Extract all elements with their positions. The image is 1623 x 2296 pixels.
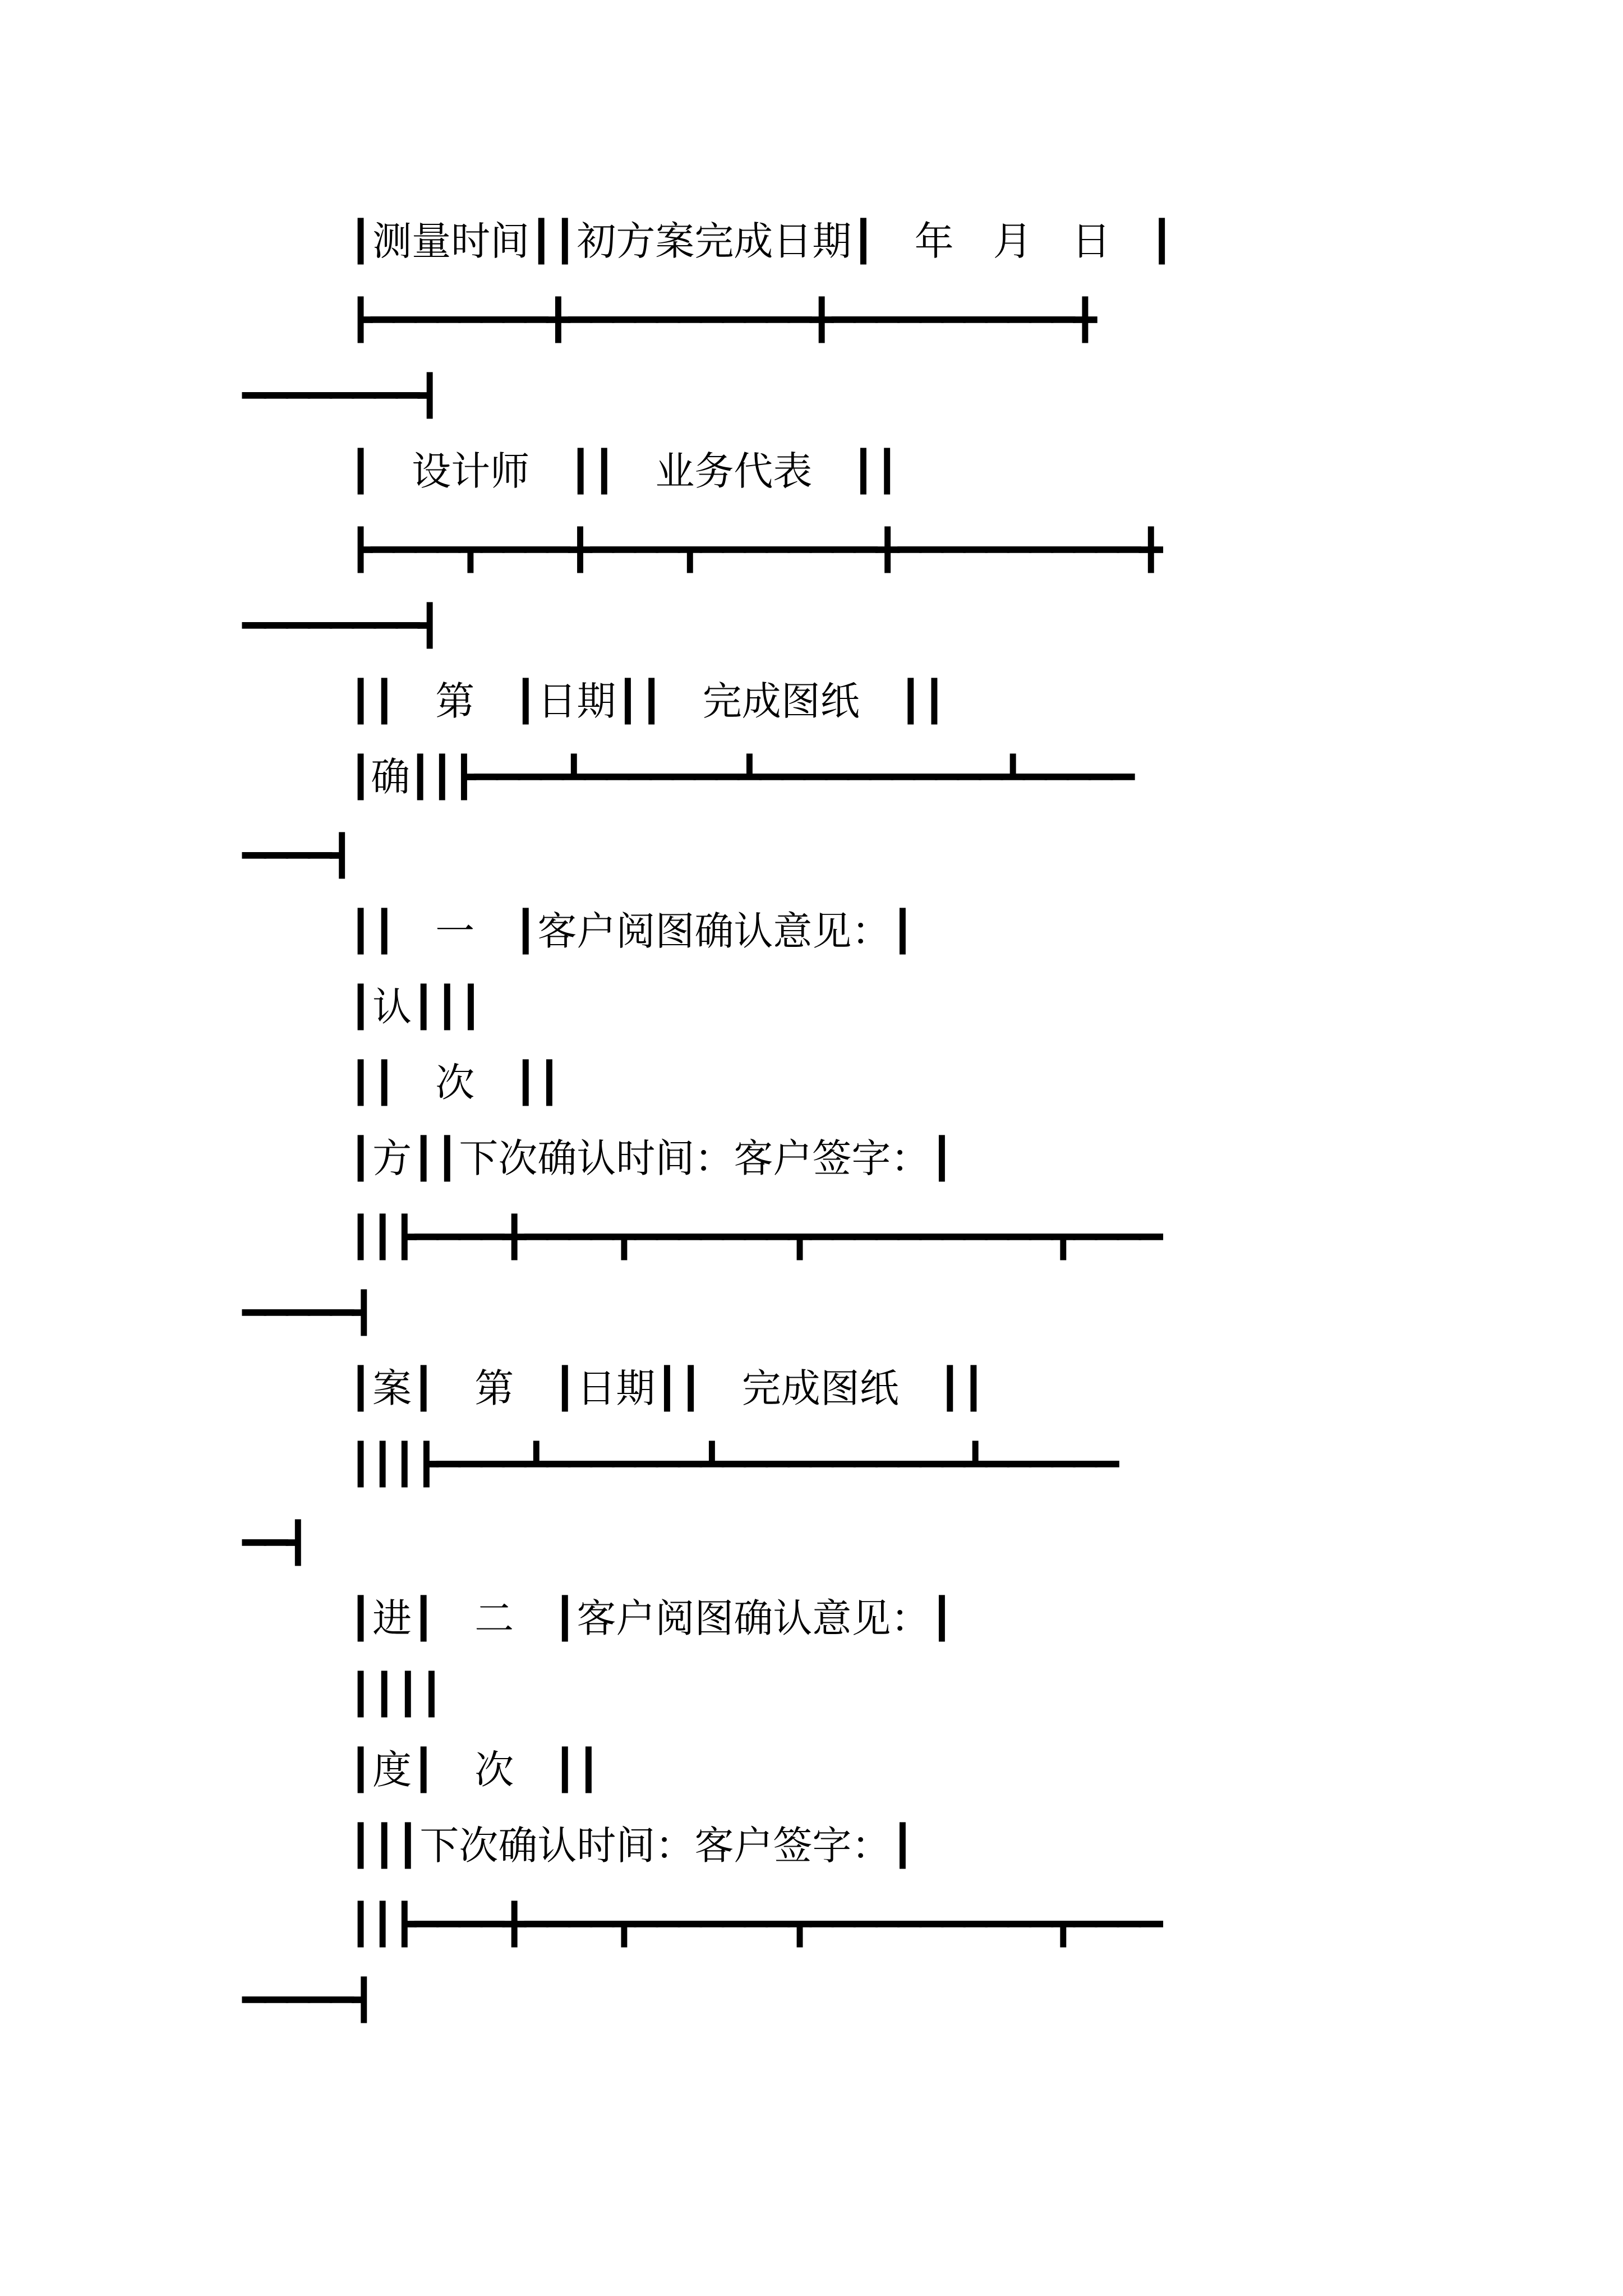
table-row-blank: ┃┃┃┃ bbox=[349, 1671, 444, 1717]
table-row-blank: ┃认┃┃┃ bbox=[349, 984, 483, 1030]
table-row-first-date: ┃┃ 第 ┃日期┃┃ 完成图纸 ┃┃ bbox=[349, 678, 947, 724]
table-row-first-opinion: ┃┃ 一 ┃客户阅图确认意见：┃ bbox=[349, 908, 915, 954]
table-rule-wrap: ━━━━━┫ bbox=[242, 1977, 374, 2023]
table-rule: ┃┃┣━━━━╋━━━━┳━━━━━━━┳━━━━━━━━━━━┳━━━━ bbox=[349, 1901, 1161, 1947]
table-row-first-next-confirm: ┃方┃┃下次确认时间：客户签字：┃ bbox=[349, 1135, 954, 1181]
table-row-second-count: ┃度┃ 次 ┃┃ bbox=[349, 1747, 601, 1793]
table-rule-wrap: ━━┫ bbox=[242, 1520, 308, 1566]
table-row-designer: ┃ 设计师 ┃┃ 业务代表 ┃┃ bbox=[349, 448, 899, 494]
table-row-second-opinion: ┃进┃ 二 ┃客户阅图确认意见：┃ bbox=[349, 1595, 954, 1641]
table-rule-wrap: ━━━━━┫ bbox=[242, 1290, 374, 1336]
table-rule: ┃┃┣━━━━╋━━━━┳━━━━━━━┳━━━━━━━━━━━┳━━━━ bbox=[349, 1214, 1161, 1260]
table-row-second-date: ┃案┃ 第 ┃日期┃┃ 完成图纸 ┃┃ bbox=[349, 1365, 986, 1411]
table-row-confirm-rule: ┃确┃┃┣━━━━┻━━━━━━━┻━━━━━━━━━━━┻━━━━━ bbox=[349, 754, 1133, 800]
table-rule: ┃┃┃┣━━━━┻━━━━━━━┻━━━━━━━━━━━┻━━━━━━ bbox=[349, 1441, 1118, 1487]
table-row-first-count: ┃┃ 次 ┃┃ bbox=[349, 1060, 561, 1106]
table-rule-wrap: ━━━━━━━━┫ bbox=[242, 602, 440, 648]
table-rule-wrap: ━━━━━━━━┫ bbox=[242, 372, 440, 418]
table-rule-wrap: ━━━━┫ bbox=[242, 832, 352, 878]
table-row-second-next-confirm: ┃┃┃下次确认时间：客户签字：┃ bbox=[349, 1823, 915, 1869]
table-row-measure-time: ┃测量时间┃┃初方案完成日期┃ 年 月 日 ┃ bbox=[349, 218, 1174, 264]
table-rule: ┣━━━━┳━━━━╋━━━━┳━━━━━━━━╋━━━━━━━━━━━╋ bbox=[349, 527, 1161, 573]
table-rule: ┣━━━━━━━━╋━━━━━━━━━━━╋━━━━━━━━━━━╋ bbox=[349, 297, 1095, 343]
